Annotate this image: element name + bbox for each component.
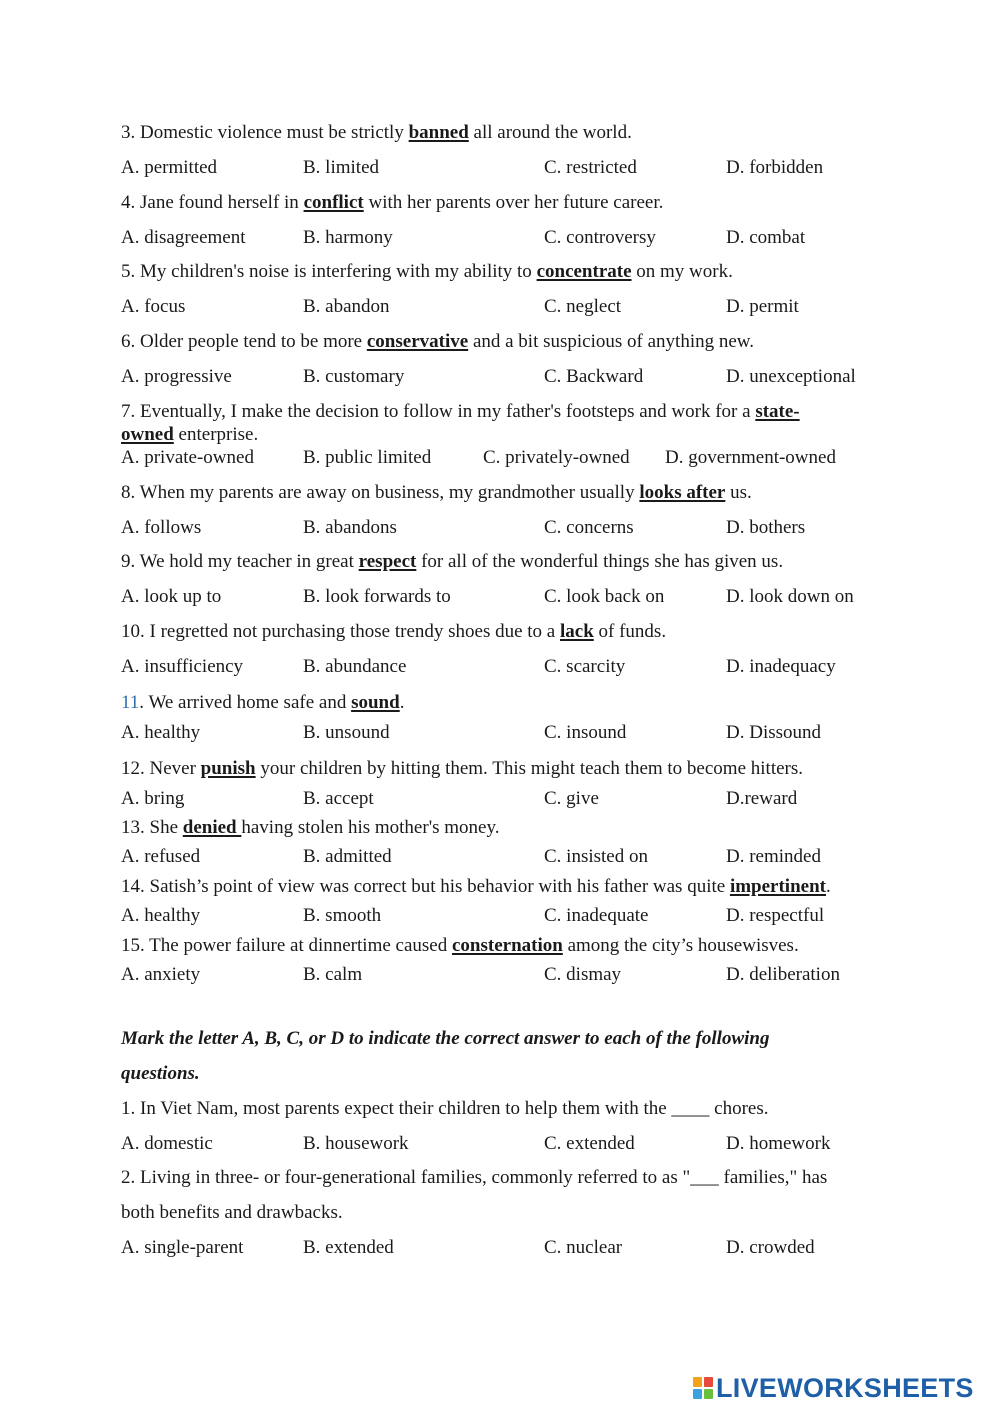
option-d[interactable]: D. combat: [726, 227, 806, 248]
question-15: 15. The power failure at dinnertime caused consternation among the city’s housewisves.: [121, 935, 799, 956]
option-b[interactable]: B. unsound: [303, 722, 390, 743]
option-c[interactable]: C. give: [544, 788, 599, 809]
option-b[interactable]: B. accept: [303, 788, 374, 809]
option-b[interactable]: B. smooth: [303, 905, 382, 926]
option-d[interactable]: D. respectful: [726, 905, 825, 926]
question-10: 10. I regretted not purchasing those trendy shoes due to a lack of funds.: [121, 621, 667, 642]
option-d[interactable]: D. permit: [726, 296, 799, 317]
question-7-continued: owned enterprise.: [121, 424, 259, 445]
question-5: 5. My children's noise is interfering with my ability to concentrate on my work.: [121, 261, 733, 282]
option-d[interactable]: D. bothers: [726, 517, 806, 538]
keyword: owned: [121, 424, 174, 445]
option-d[interactable]: D. inadequacy: [726, 656, 836, 677]
section2-question-2-continued: both benefits and drawbacks.: [121, 1202, 343, 1223]
option-c[interactable]: C. privately-owned: [483, 447, 630, 468]
question-8: 8. When my parents are away on business, my grandmother usually looks after us.: [121, 482, 752, 503]
option-c[interactable]: C. neglect: [544, 296, 622, 317]
section-instruction-continued: questions.: [121, 1063, 200, 1084]
option-c[interactable]: C. dismay: [544, 964, 622, 985]
question-11: 11. We arrived home safe and sound.: [121, 692, 405, 713]
option-b[interactable]: B. public limited: [303, 447, 432, 468]
option-b[interactable]: B. look forwards to: [303, 586, 451, 607]
option-c[interactable]: C. insound: [544, 722, 627, 743]
option-d[interactable]: D.reward: [726, 788, 798, 809]
option-c[interactable]: C. scarcity: [544, 656, 626, 677]
option-d[interactable]: D. forbidden: [726, 157, 824, 178]
option-d[interactable]: D. homework: [726, 1133, 831, 1154]
option-a[interactable]: A. focus: [121, 296, 186, 317]
option-a[interactable]: A. private-owned: [121, 447, 254, 468]
keyword: conservative: [366, 331, 469, 352]
liveworksheets-logo[interactable]: [693, 1374, 974, 1402]
option-c[interactable]: C. Backward: [544, 366, 644, 387]
liveworksheets-brand: LIVEWORKSHEETS: [716, 1372, 974, 1403]
option-a[interactable]: A. single-parent: [121, 1237, 244, 1258]
option-b[interactable]: B. housework: [303, 1133, 409, 1154]
question-7: 7. Eventually, I make the decision to follow in my father's footsteps and work for a state-: [121, 401, 800, 422]
option-b[interactable]: B. harmony: [303, 227, 393, 248]
question-6: 6. Older people tend to be more conservative and a bit suspicious of anything new.: [121, 331, 755, 352]
option-c[interactable]: C. concerns: [544, 517, 634, 538]
question-12: 12. Never punish your children by hitting them. This might teach them to become hitters.: [121, 758, 803, 779]
option-d[interactable]: D. crowded: [726, 1237, 815, 1258]
keyword: sound: [351, 692, 400, 713]
option-a[interactable]: A. follows: [121, 517, 202, 538]
question-4: 4. Jane found herself in conflict with her parents over her future career.: [121, 192, 664, 213]
option-a[interactable]: A. progressive: [121, 366, 232, 387]
option-d[interactable]: D. government-owned: [665, 447, 836, 468]
section2-question-2: 2. Living in three- or four-generational families, commonly referred to as "___ families," has: [121, 1167, 828, 1188]
option-c[interactable]: C. look back on: [544, 586, 665, 607]
option-a[interactable]: A. healthy: [121, 905, 201, 926]
question-3: 3. Domestic violence must be strictly banned all around the world.: [121, 122, 632, 143]
option-c[interactable]: C. extended: [544, 1133, 635, 1154]
keyword: punish: [200, 758, 256, 779]
option-a[interactable]: A. permitted: [121, 157, 218, 178]
option-c[interactable]: C. inadequate: [544, 905, 649, 926]
keyword: lack: [560, 621, 594, 642]
keyword: impertinent: [729, 876, 826, 897]
option-a[interactable]: A. refused: [121, 846, 201, 867]
option-d[interactable]: D. look down on: [726, 586, 854, 607]
keyword: looks after: [639, 482, 726, 503]
keyword: consternation: [451, 935, 563, 956]
option-a[interactable]: A. domestic: [121, 1133, 213, 1154]
option-a[interactable]: A. anxiety: [121, 964, 201, 985]
option-d[interactable]: D. unexceptional: [726, 366, 856, 387]
option-b[interactable]: B. calm: [303, 964, 363, 985]
option-b[interactable]: B. customary: [303, 366, 405, 387]
option-b[interactable]: B. abandons: [303, 517, 397, 538]
keyword: concentrate: [536, 261, 632, 282]
question-13: 13. She denied having stolen his mother's money.: [121, 817, 500, 838]
option-c[interactable]: C. controversy: [544, 227, 656, 248]
section-instruction: Mark the letter A, B, C, or D to indicate the correct answer to each of the following: [121, 1028, 770, 1049]
option-a[interactable]: A. healthy: [121, 722, 201, 743]
option-d[interactable]: D. reminded: [726, 846, 821, 867]
option-a[interactable]: A. disagreement: [121, 227, 246, 248]
option-a[interactable]: A. look up to: [121, 586, 222, 607]
option-b[interactable]: B. abundance: [303, 656, 407, 677]
option-c[interactable]: C. insisted on: [544, 846, 648, 867]
liveworksheets-logo-icon: [693, 1377, 713, 1399]
keyword: state-: [755, 401, 800, 422]
option-b[interactable]: B. limited: [303, 157, 379, 178]
option-b[interactable]: B. extended: [303, 1237, 394, 1258]
option-b[interactable]: B. admitted: [303, 846, 392, 867]
question-9: 9. We hold my teacher in great respect for all of the wonderful things she has given us.: [121, 551, 784, 572]
keyword: banned: [408, 122, 469, 143]
option-d[interactable]: D. Dissound: [726, 722, 822, 743]
keyword: conflict: [303, 192, 364, 213]
section2-question-1: 1. In Viet Nam, most parents expect their children to help them with the ____ chores.: [121, 1098, 769, 1119]
option-a[interactable]: A. bring: [121, 788, 185, 809]
option-c[interactable]: C. restricted: [544, 157, 637, 178]
keyword: denied: [182, 817, 242, 838]
option-c[interactable]: C. nuclear: [544, 1237, 623, 1258]
option-d[interactable]: D. deliberation: [726, 964, 840, 985]
option-b[interactable]: B. abandon: [303, 296, 390, 317]
keyword: respect: [358, 551, 417, 572]
option-a[interactable]: A. insufficiency: [121, 656, 244, 677]
question-14: 14. Satish’s point of view was correct but his behavior with his father was quite impertinent.: [121, 876, 831, 897]
